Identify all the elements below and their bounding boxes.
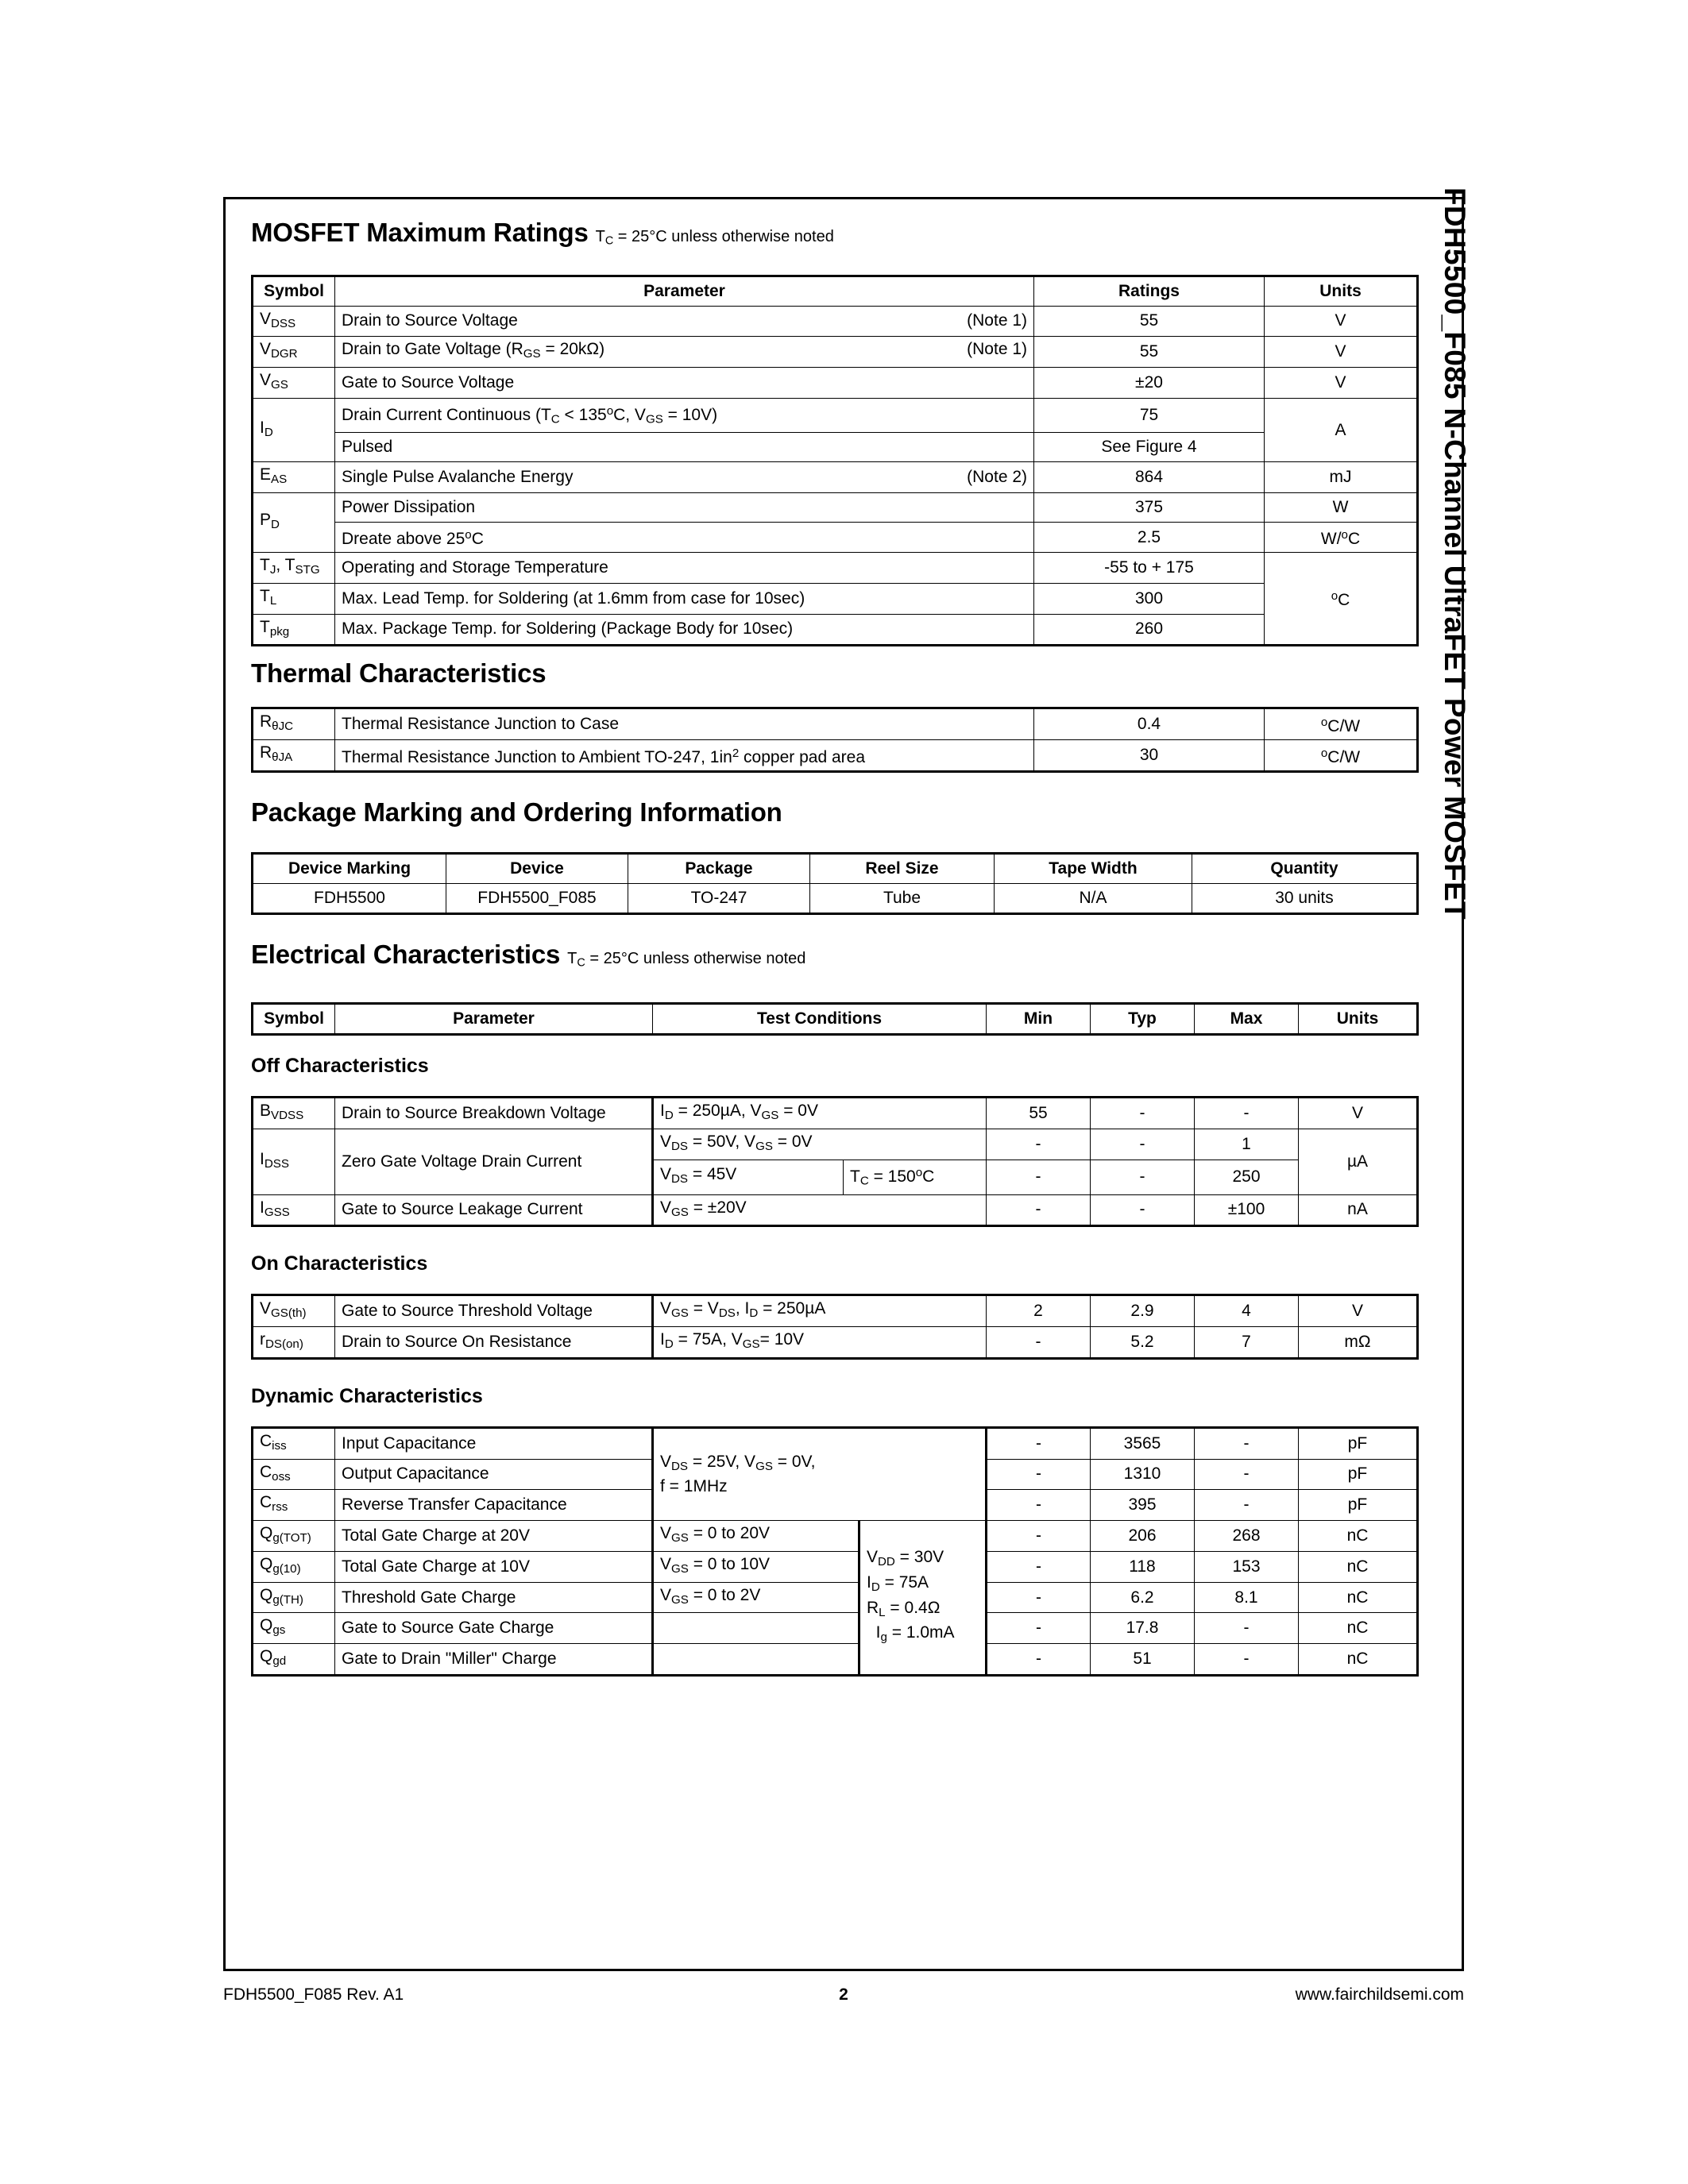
row-symbol: $V_{DSS}$ (253, 306, 335, 337)
row-units: nC (1299, 1551, 1418, 1582)
row-symbol: $V_{GS}$ (253, 368, 335, 399)
row-units: nA (1299, 1194, 1418, 1226)
row-conditions: $V_{DS} = 45V$ (653, 1160, 844, 1194)
row-value: 30 (1034, 740, 1265, 772)
row-conditions (653, 1644, 859, 1676)
row-rating: 2.5 (1034, 523, 1265, 553)
col-package: Package (628, 853, 810, 883)
row-parameter: Input Capacitance (335, 1427, 653, 1459)
table-header-row (253, 1004, 1418, 1035)
row-parameter: Gate to Source Leakage Current (335, 1194, 653, 1226)
col-units: Units (1265, 276, 1418, 306)
col-device: Device (446, 853, 628, 883)
col-units: Units (1299, 1004, 1418, 1035)
row-parameter: Drain Current Continuous ($T_C < 135^oC$, $V_{GS} = 10V$) (335, 398, 1034, 433)
col-max: Max (1195, 1004, 1299, 1035)
row-rating: ±20 (1034, 368, 1265, 399)
footer-website: www.fairchildsemi.com (1295, 1985, 1464, 2004)
row-units: nC (1299, 1582, 1418, 1613)
row-max: - (1195, 1459, 1299, 1490)
row-max: 250 (1195, 1160, 1299, 1194)
row-typ: 6.2 (1091, 1582, 1195, 1613)
row-units: nC (1299, 1521, 1418, 1552)
row-parameter: Drain to Gate Voltage $(R_{GS} = 20k\Omega)$ (Note 1) (335, 337, 1034, 368)
cell-tape-width: N/A (995, 883, 1192, 913)
row-value: 0.4 (1034, 708, 1265, 740)
row-min: - (987, 1160, 1091, 1194)
row-rating: 864 (1034, 462, 1265, 493)
row-symbol: $I_{DSS}$ (253, 1129, 335, 1194)
table-row (253, 462, 1418, 493)
table-row (253, 1582, 1418, 1613)
row-min: - (987, 1644, 1091, 1676)
row-parameter: Max. Lead Temp. for Soldering (at 1.6mm from case for 10sec) (335, 583, 1034, 614)
electrical-condition: $T_C = 25^\circ C$ unless otherwise noted (567, 949, 806, 970)
table-row (253, 433, 1418, 462)
table-row (253, 1521, 1418, 1552)
row-symbol: $C_{oss}$ (253, 1459, 335, 1490)
cell-reel-size: Tube (810, 883, 995, 913)
electrical-header-table (251, 1002, 1419, 1036)
row-symbol: $T_L$ (253, 583, 335, 614)
table-header-row (253, 276, 1418, 306)
row-note: (Note 1) (967, 340, 1027, 359)
footer-page-number: 2 (839, 1985, 848, 2004)
row-symbol: $r_{DS(on)}$ (253, 1327, 335, 1359)
row-min: 2 (987, 1295, 1091, 1327)
row-min: - (987, 1129, 1091, 1160)
row-typ: 395 (1091, 1490, 1195, 1521)
row-typ: - (1091, 1098, 1195, 1129)
table-row (253, 368, 1418, 399)
table-row (253, 1644, 1418, 1676)
row-units: V (1265, 368, 1418, 399)
row-parameter: Thermal Resistance Junction to Ambient TO-247, $1in^2$ copper pad area (335, 740, 1034, 772)
row-min: - (987, 1194, 1091, 1226)
row-parameter: Single Pulse Avalanche Energy (Note 2) (335, 462, 1034, 493)
row-rating: -55 to + 175 (1034, 553, 1265, 584)
row-conditions: $V_{DS} = 50V$, $V_{GS} = 0V$ (653, 1129, 987, 1160)
row-parameter: Thermal Resistance Junction to Case (335, 708, 1034, 740)
row-min: - (987, 1427, 1091, 1459)
row-units: W/$^o$C (1265, 523, 1418, 553)
row-units: $^o$C/W (1265, 708, 1418, 740)
row-units: mΩ (1299, 1327, 1418, 1359)
row-conditions: $V_{GS} = V_{DS}$, $I_D = 250\mu A$ (653, 1295, 987, 1327)
row-parameter: Total Gate Charge at 20V (335, 1521, 653, 1552)
row-units: nC (1299, 1613, 1418, 1644)
row-parameter: Drain to Source Voltage (Note 1) (335, 306, 1034, 337)
col-ratings: Ratings (1034, 276, 1265, 306)
row-conditions: $I_D = 75A$, $V_{GS}= 10V$ (653, 1327, 987, 1359)
row-conditions: $V_{GS} = \pm 20V$ (653, 1194, 987, 1226)
max-ratings-heading (251, 217, 1441, 257)
row-units: µA (1299, 1129, 1418, 1194)
row-rating: See Figure 4 (1034, 433, 1265, 462)
row-symbol: $I_{GSS}$ (253, 1194, 335, 1226)
col-symbol: Symbol (253, 276, 335, 306)
row-units: mJ (1265, 462, 1418, 493)
row-symbol: $Q_{g(TOT)}$ (253, 1521, 335, 1552)
row-conditions: $V_{GS} = 0$ to 20V (653, 1521, 859, 1552)
side-running-title: FDH5500_F085 N-Channel UltraFET Power MOSFET (1439, 187, 1471, 920)
row-symbol: $Q_{gd}$ (253, 1644, 335, 1676)
thermal-table (251, 707, 1419, 773)
row-parameter: Gate to Source Threshold Voltage (335, 1295, 653, 1327)
row-symbol: $Q_{g(TH)}$ (253, 1582, 335, 1613)
col-parameter: Parameter (335, 1004, 653, 1035)
row-parameter: Max. Package Temp. for Soldering (Package Body for 10sec) (335, 614, 1034, 646)
row-units: V (1265, 306, 1418, 337)
row-max: 1 (1195, 1129, 1299, 1160)
on-characteristics-heading: On Characteristics (251, 1252, 428, 1275)
row-rating: 75 (1034, 398, 1265, 433)
row-units: pF (1299, 1490, 1418, 1521)
table-row (253, 398, 1418, 433)
row-min: - (987, 1613, 1091, 1644)
row-conditions-secondary: $T_C = 150^oC$ (844, 1160, 987, 1194)
row-units: W (1265, 493, 1418, 523)
row-parameter: Power Dissipation (335, 493, 1034, 523)
row-rating: 55 (1034, 337, 1265, 368)
row-parameter: Output Capacitance (335, 1459, 653, 1490)
row-typ: 206 (1091, 1521, 1195, 1552)
row-rating: 260 (1034, 614, 1265, 646)
row-parameter: Threshold Gate Charge (335, 1582, 653, 1613)
electrical-title: Electrical Characteristics (251, 939, 561, 969)
dynamic-characteristics-heading: Dynamic Characteristics (251, 1384, 483, 1407)
row-rating: 300 (1034, 583, 1265, 614)
row-symbol: $E_{AS}$ (253, 462, 335, 493)
row-typ: - (1091, 1129, 1195, 1160)
col-test-conditions: Test Conditions (653, 1004, 987, 1035)
row-conditions: $V_{GS} = 0$ to 10V (653, 1551, 859, 1582)
row-min: - (987, 1327, 1091, 1359)
row-parameter: Gate to Drain "Miller" Charge (335, 1644, 653, 1676)
table-row (253, 1129, 1418, 1160)
row-parameter: Operating and Storage Temperature (335, 553, 1034, 584)
row-units: A (1265, 398, 1418, 462)
col-device-marking: Device Marking (253, 853, 446, 883)
row-typ: 2.9 (1091, 1295, 1195, 1327)
row-max: - (1195, 1644, 1299, 1676)
row-rating: 375 (1034, 493, 1265, 523)
footer-document-id: FDH5500_F085 Rev. A1 (223, 1985, 404, 2004)
dynamic-characteristics-table (251, 1426, 1419, 1677)
row-conditions (653, 1613, 859, 1644)
row-symbol: $I_D$ (253, 398, 335, 462)
row-units: $^o$C/W (1265, 740, 1418, 772)
row-units: pF (1299, 1427, 1418, 1459)
row-symbol: $B_{VDSS}$ (253, 1098, 335, 1129)
col-reel-size: Reel Size (810, 853, 995, 883)
row-typ: 5.2 (1091, 1327, 1195, 1359)
table-row (253, 883, 1418, 913)
row-parameter: Gate to Source Voltage (335, 368, 1034, 399)
row-max: 8.1 (1195, 1582, 1299, 1613)
table-row (253, 306, 1418, 337)
row-min: - (987, 1490, 1091, 1521)
col-typ: Typ (1091, 1004, 1195, 1035)
row-max: ±100 (1195, 1194, 1299, 1226)
off-characteristics-table (251, 1096, 1419, 1227)
col-tape-width: Tape Width (995, 853, 1192, 883)
row-typ: 17.8 (1091, 1613, 1195, 1644)
row-parameter: Drain to Source On Resistance (335, 1327, 653, 1359)
row-typ: 1310 (1091, 1459, 1195, 1490)
row-parameter: Total Gate Charge at 10V (335, 1551, 653, 1582)
row-symbol: $V_{GS(th)}$ (253, 1295, 335, 1327)
row-typ: - (1091, 1160, 1195, 1194)
row-max: - (1195, 1098, 1299, 1129)
row-min: - (987, 1551, 1091, 1582)
row-parameter: Drain to Source Breakdown Voltage (335, 1098, 653, 1129)
row-symbol: $V_{DGR}$ (253, 337, 335, 368)
row-parameter: Zero Gate Voltage Drain Current (335, 1129, 653, 1194)
row-parameter: Pulsed (335, 433, 1034, 462)
on-characteristics-table (251, 1294, 1419, 1360)
row-note: (Note 1) (967, 311, 1027, 330)
row-units: V (1299, 1098, 1418, 1129)
table-row (253, 337, 1418, 368)
row-conditions-charge: $V_{DD} = 30V$ $I_D = 75A$ $R_L = 0.4\Omega$ $I_g = 1.0mA$ (859, 1521, 987, 1676)
row-max: 153 (1195, 1551, 1299, 1582)
cell-device-marking: FDH5500 (253, 883, 446, 913)
table-row (253, 1427, 1418, 1459)
table-row (253, 708, 1418, 740)
table-row (253, 1551, 1418, 1582)
row-max: 268 (1195, 1521, 1299, 1552)
row-units: V (1299, 1295, 1418, 1327)
row-units: $^o$C (1265, 553, 1418, 646)
col-symbol: Symbol (253, 1004, 335, 1035)
row-max: - (1195, 1427, 1299, 1459)
row-conditions-capacitance: $V_{DS} = 25V$, $V_{GS} = 0V$, f = 1MHz (653, 1427, 987, 1520)
row-min: 55 (987, 1098, 1091, 1129)
row-symbol: $R_{\theta JA}$ (253, 740, 335, 772)
row-max: - (1195, 1613, 1299, 1644)
table-row (253, 740, 1418, 772)
table-row (253, 1327, 1418, 1359)
row-units: nC (1299, 1644, 1418, 1676)
cell-device: FDH5500_F085 (446, 883, 628, 913)
table-row (253, 1295, 1418, 1327)
row-max: 7 (1195, 1327, 1299, 1359)
row-min: - (987, 1582, 1091, 1613)
off-characteristics-heading: Off Characteristics (251, 1055, 429, 1078)
max-ratings-title: MOSFET Maximum Ratings (251, 218, 589, 247)
row-units: V (1265, 337, 1418, 368)
row-conditions: $V_{GS} = 0$ to 2V (653, 1582, 859, 1613)
row-units: pF (1299, 1459, 1418, 1490)
row-max: - (1195, 1490, 1299, 1521)
row-symbol: $Q_{g(10)}$ (253, 1551, 335, 1582)
table-row (253, 523, 1418, 553)
content-frame (223, 197, 1464, 1971)
row-parameter: Dreate above 25$^o$C (335, 523, 1034, 553)
electrical-heading (251, 939, 1441, 979)
col-min: Min (987, 1004, 1091, 1035)
row-max: 4 (1195, 1295, 1299, 1327)
row-typ: 3565 (1091, 1427, 1195, 1459)
col-parameter: Parameter (335, 276, 1034, 306)
max-ratings-condition: $T_C = 25^\circ C$ unless otherwise noted (595, 228, 834, 248)
row-symbol: $C_{rss}$ (253, 1490, 335, 1521)
table-row (253, 493, 1418, 523)
row-min: - (987, 1521, 1091, 1552)
row-symbol: $Q_{gs}$ (253, 1613, 335, 1644)
max-ratings-table (251, 275, 1419, 647)
row-min: - (987, 1459, 1091, 1490)
row-rating: 55 (1034, 306, 1265, 337)
table-row (253, 553, 1418, 584)
table-row (253, 1613, 1418, 1644)
cell-quantity: 30 units (1192, 883, 1418, 913)
row-typ: 118 (1091, 1551, 1195, 1582)
col-quantity: Quantity (1192, 853, 1418, 883)
row-symbol: $C_{iss}$ (253, 1427, 335, 1459)
table-row (253, 614, 1418, 646)
table-header-row (253, 853, 1418, 883)
row-symbol: $T_{pkg}$ (253, 614, 335, 646)
row-symbol: $P_D$ (253, 493, 335, 553)
table-row (253, 1098, 1418, 1129)
row-symbol: $T_J$, $T_{STG}$ (253, 553, 335, 584)
package-heading: Package Marking and Ordering Information (251, 797, 782, 827)
table-row (253, 1194, 1418, 1226)
row-symbol: $R_{\theta JC}$ (253, 708, 335, 740)
row-typ: 51 (1091, 1644, 1195, 1676)
row-typ: - (1091, 1194, 1195, 1226)
thermal-heading: Thermal Characteristics (251, 658, 547, 689)
package-table (251, 852, 1419, 915)
row-conditions: $I_D = 250\mu A$, $V_{GS} = 0V$ (653, 1098, 987, 1129)
page-footer (223, 1985, 1464, 2017)
table-row (253, 583, 1418, 614)
row-parameter: Gate to Source Gate Charge (335, 1613, 653, 1644)
row-note: (Note 2) (967, 468, 1027, 487)
cell-package: TO-247 (628, 883, 810, 913)
row-parameter: Reverse Transfer Capacitance (335, 1490, 653, 1521)
